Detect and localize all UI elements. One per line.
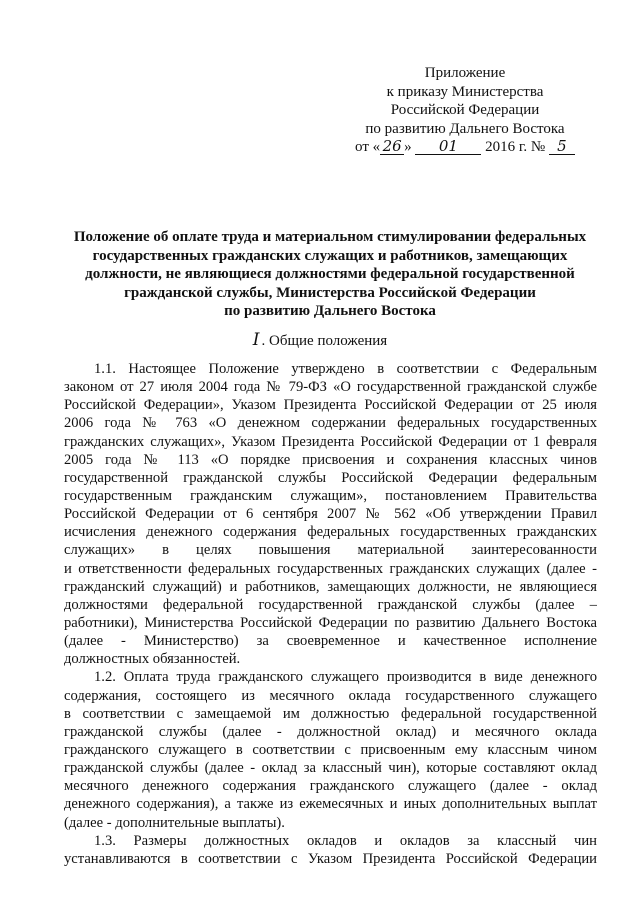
title-line: государственных гражданских служащих и работников, замещающих xyxy=(92,247,568,264)
date-year: 2016 г. № xyxy=(481,139,549,155)
body-line: 1.1. Настоящее Положение утверждено в соответствии с Федеральным xyxy=(94,361,597,377)
body-line: законом от 27 июля 2004 года № 79-ФЗ «О государственной гражданской службе xyxy=(64,379,597,396)
body-line: гражданской службы (далее - должностной оклад) и месячного оклада xyxy=(64,723,597,740)
body-line: содержания, состоящего из месячного оклада государственного служащего xyxy=(64,687,597,704)
date-mid: » xyxy=(404,139,416,155)
body-line: Российской Федерации от 6 сентября 2007 № 562 «Об утверждении Правил xyxy=(64,506,597,523)
appendix-title: Приложение xyxy=(424,65,506,81)
body-line: государственным гражданским служащим», постановлением Правительства xyxy=(64,487,597,504)
document-body xyxy=(64,360,597,868)
body-line: устанавливаются в соответствии с Указом Президента Российской Федерации xyxy=(64,850,597,867)
body-line: гражданский служащий) и работников, замещающих должности, не являющиеся xyxy=(64,578,597,595)
body-line: и ответственности федеральных государственных гражданских служащих (далее - xyxy=(64,560,597,577)
body-line: гражданской службы (далее - оклад за классный чин), которые составляют оклад xyxy=(64,760,597,777)
body-line: (далее - дополнительные выплаты). xyxy=(64,814,285,831)
body-line: (далее - Министерство) за своевременное и качественное исполнение xyxy=(64,633,597,650)
date-prefix: от « xyxy=(355,139,381,155)
title-line: гражданской службы, Министерства Российской Федерации xyxy=(124,284,536,301)
body-line: исчисления денежного содержания федеральных государственных гражданских xyxy=(64,524,597,541)
section-heading xyxy=(0,331,640,350)
document-title xyxy=(60,228,600,321)
date-day-handwritten: 26 xyxy=(380,138,404,155)
body-line: государственной гражданской службы Российской Федерации федеральным xyxy=(64,469,597,486)
order-number-handwritten: 5 xyxy=(549,138,575,155)
body-line: денежного содержания), а также из ежемесячных и иных дополнительных выплат xyxy=(64,796,597,813)
order-date-line xyxy=(330,138,600,157)
date-month-handwritten: 01 xyxy=(415,138,481,155)
body-line: должностями федеральной государственной гражданской службы (далее – xyxy=(64,596,597,613)
body-line: в соответствии с замещаемой им должностью федеральной государственной xyxy=(64,705,597,722)
body-line: должностных обязанностей. xyxy=(64,651,241,668)
body-line: 2006 года № 763 «О денежном содержании федеральных государственных xyxy=(64,415,597,432)
appendix-order-ref: к приказу Министерства xyxy=(386,83,544,100)
body-line: Российской Федерации», Указом Президента Российской Федерации от 25 июля xyxy=(64,397,597,414)
body-line: месячного денежного содержания гражданского служащего (далее - оклад xyxy=(64,778,597,795)
section-heading-text: . Общие положения xyxy=(261,333,388,349)
body-line: 1.3. Размеры должностных окладов и окладов за классный чин xyxy=(94,832,597,849)
section-roman-numeral: I xyxy=(252,330,260,350)
body-line: работники), Министерства Российской Федерации по развитию Дальнего Востока xyxy=(64,614,597,631)
appendix-block xyxy=(330,64,600,157)
title-line: по развитию Дальнего Востока xyxy=(224,303,436,320)
appendix-ministry: по развитию Дальнего Востока xyxy=(365,120,565,137)
body-line: 1.2. Оплата труда гражданского служащего производится в виде денежного xyxy=(94,669,597,686)
body-line: служащих» в целях повышения материальной заинтересованности xyxy=(64,542,597,559)
title-line: Положение об оплате труда и материальном стимулировании федеральных xyxy=(73,229,587,245)
body-line: 2005 года № 113 «О порядке присвоения и сохранения классных чинов xyxy=(64,451,597,468)
appendix-country: Российской Федерации xyxy=(390,102,540,118)
body-line: гражданского служащего в соответствии с присвоенным ему классным чином xyxy=(64,741,597,758)
title-line: должности, не являющиеся должностями федеральной государственной xyxy=(85,266,575,283)
body-line: гражданских служащих», Указом Президента Российской Федерации от 1 февраля xyxy=(64,433,597,450)
